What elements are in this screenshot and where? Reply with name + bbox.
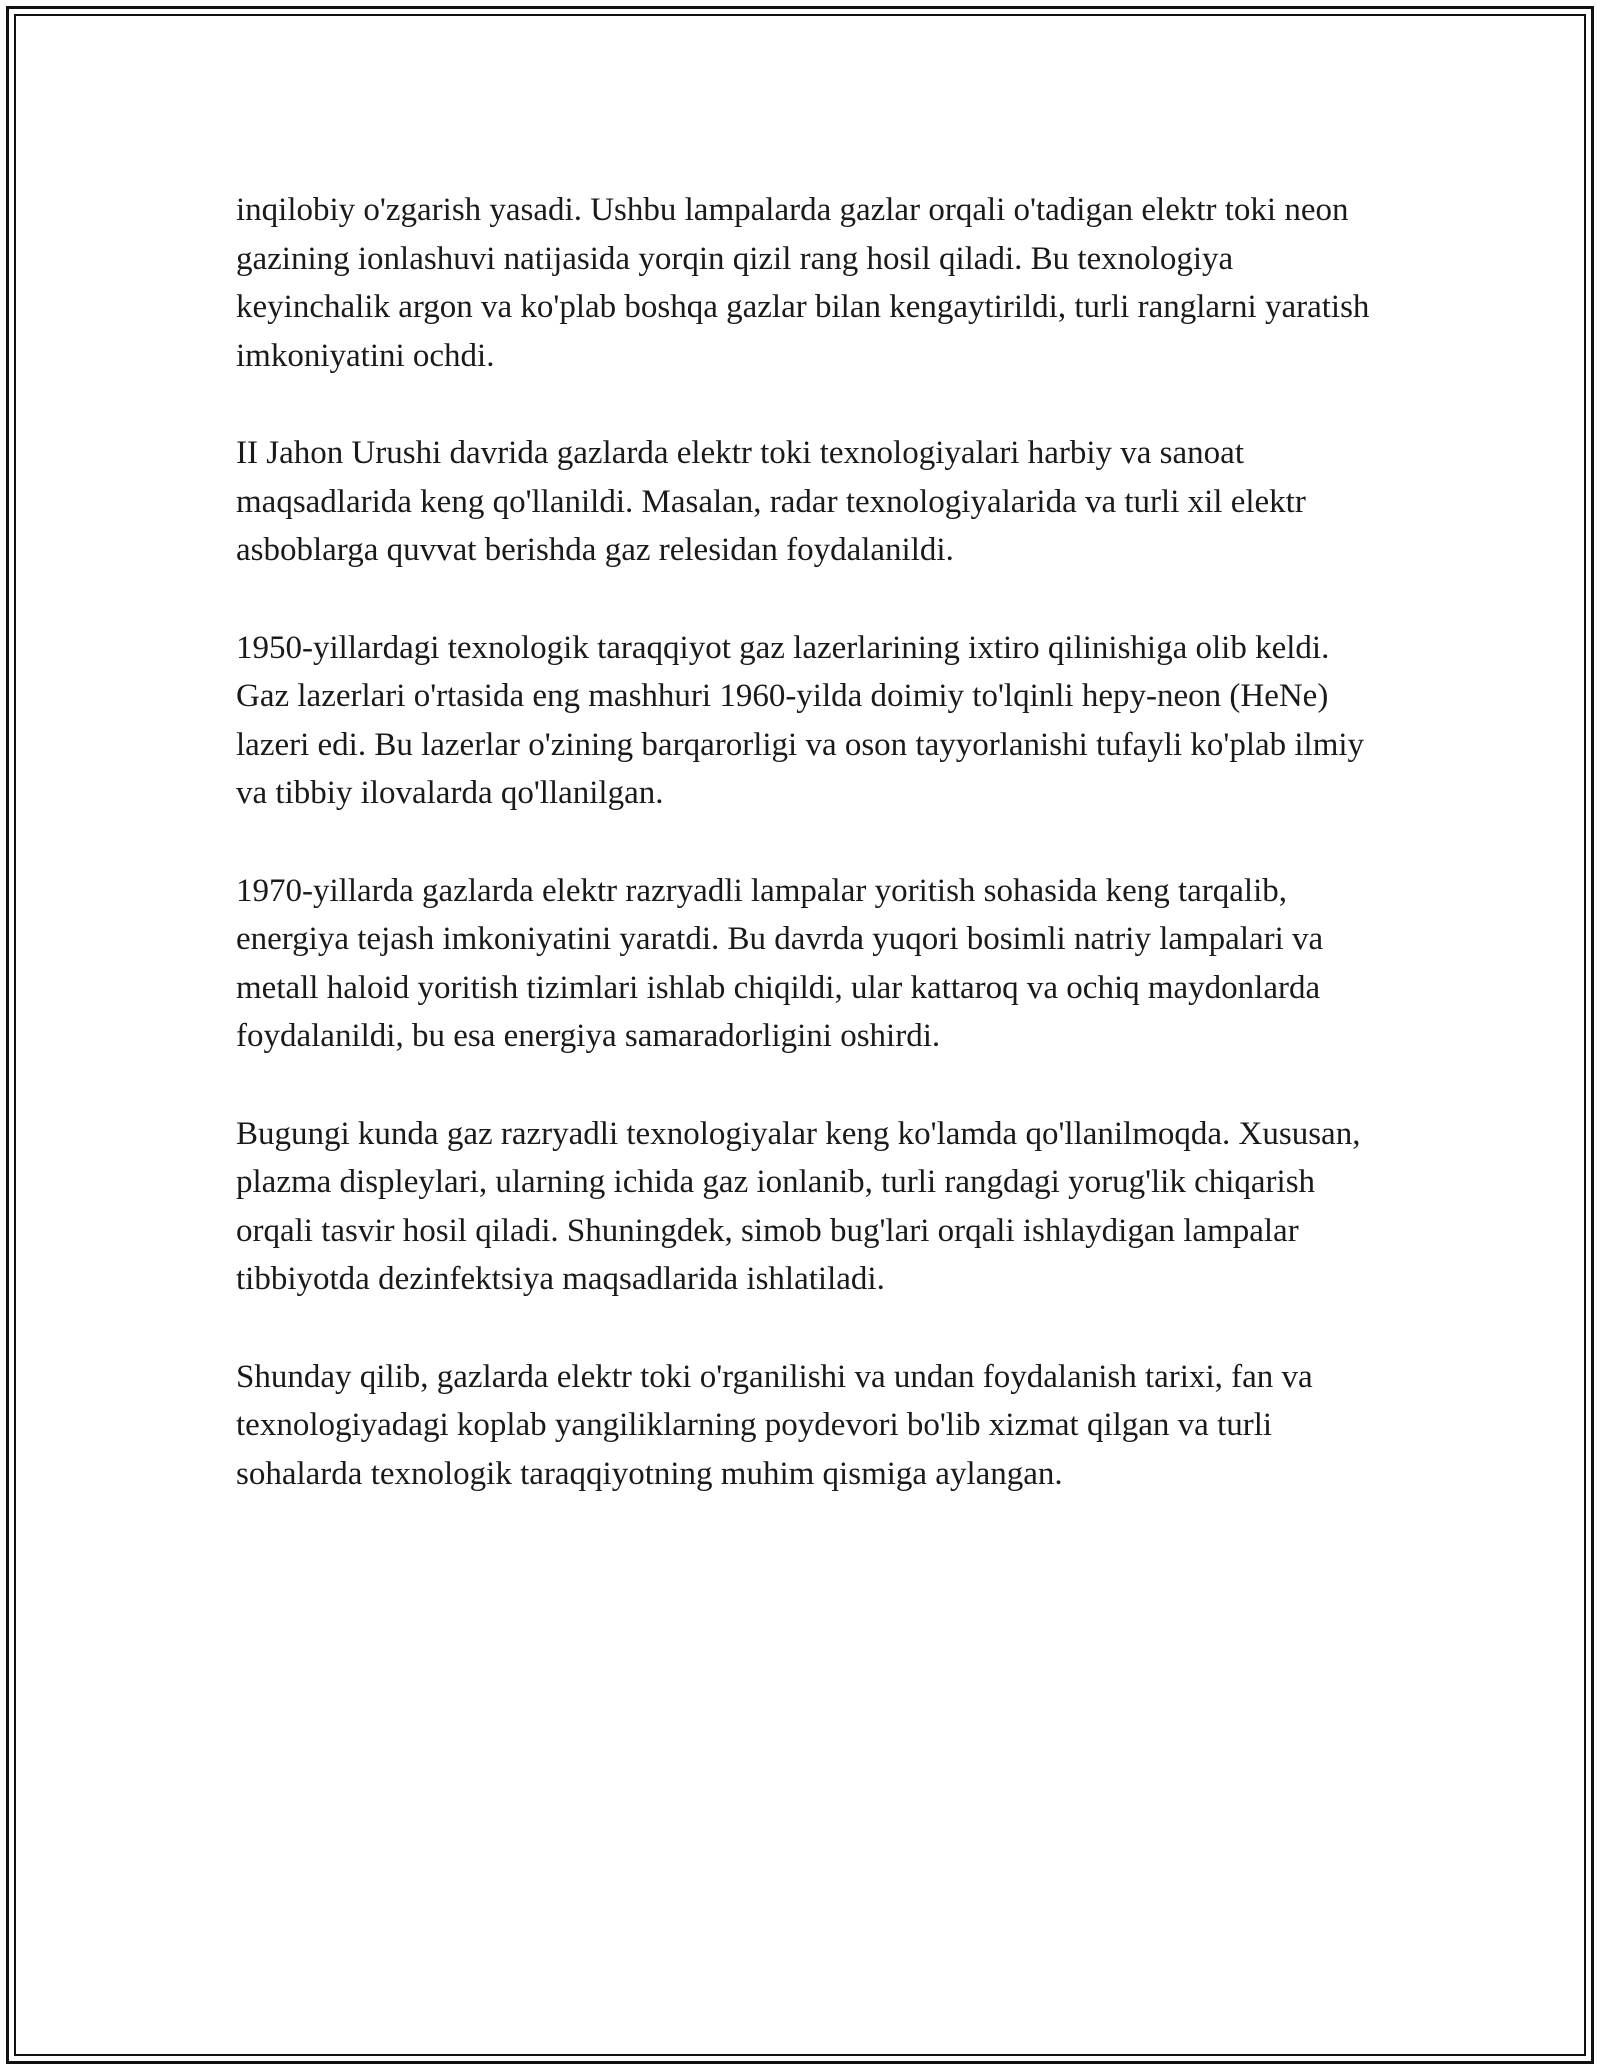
paragraph-conclusion: Shunday qilib, gazlarda elektr toki o'rganilishi va undan foydalanish tarixi, fan va texnologiyadagi koplab yangiliklarning poydevori bo'lib xizmat qilgan va turli sohalarda texnologik taraqqiyotning muhim qismiga aylangan.: [236, 1358, 1313, 1492]
paragraph-gas-lasers: 1950-yillardagi texnologik taraqqiyot gaz lazerlarining ixtiro qilinishiga olib keldi. Gaz lazerlari o'rtasida eng mashhuri 1960-yilda doimiy to'lqinli hepy-neon (HeNe) lazeri edi. Bu lazerlar o'zining barqarorligi va oson tayyorlanishi tufayli ko'plab ilmiy va tibbiy ilovalarda qo'llanilgan.: [236, 629, 1365, 811]
document-body: [236, 186, 1376, 1547]
paragraph-world-war-two: II Jahon Urushi davrida gazlarda elektr toki texnologiyalari harbiy va sanoat maqsadlarida keng qo'llanildi. Masalan, radar texnologiyalarida va turli xil elektr asboblarga quvvat berishda gaz relesidan foydalanildi.: [236, 435, 1306, 568]
paragraph-modern-applications: Bugungi kunda gaz razryadli texnologiyalar keng ko'lamda qo'llanilmoqda. Xususan, plazma displeylari, ularning ichida gaz ionlanib, turli rangdagi yorug'lik chiqarish orqali tasvir hosil qiladi. Shuningdek, simob bug'lari orqali ishlaydigan lampalar tibbiyotda dezinfektsiya maqsadlarida ishlatiladi.: [236, 1115, 1361, 1297]
paragraph-discharge-lamps: 1970-yillarda gazlarda elektr razryadli lampalar yoritish sohasida keng tarqalib, energiya tejash imkoniyatini yaratdi. Bu davrda yuqori bosimli natriy lampalari va metall haloid yoritish tizimlari ishlab chiqildi, ular kattaroq va ochiq maydonlarda foydalanildi, bu esa energiya samaradorligini oshirdi.: [236, 872, 1324, 1054]
paragraph-neon-lamps: inqilobiy o'zgarish yasadi. Ushbu lampalarda gazlar orqali o'tadigan elektr toki neon gazining ionlashuvi natijasida yorqin qizil rang hosil qiladi. Bu texnologiya keyinchalik argon va ko'plab boshqa gazlar bilan kengaytirildi, turli ranglarni yaratish imkoniyatini ochdi.: [236, 192, 1370, 374]
